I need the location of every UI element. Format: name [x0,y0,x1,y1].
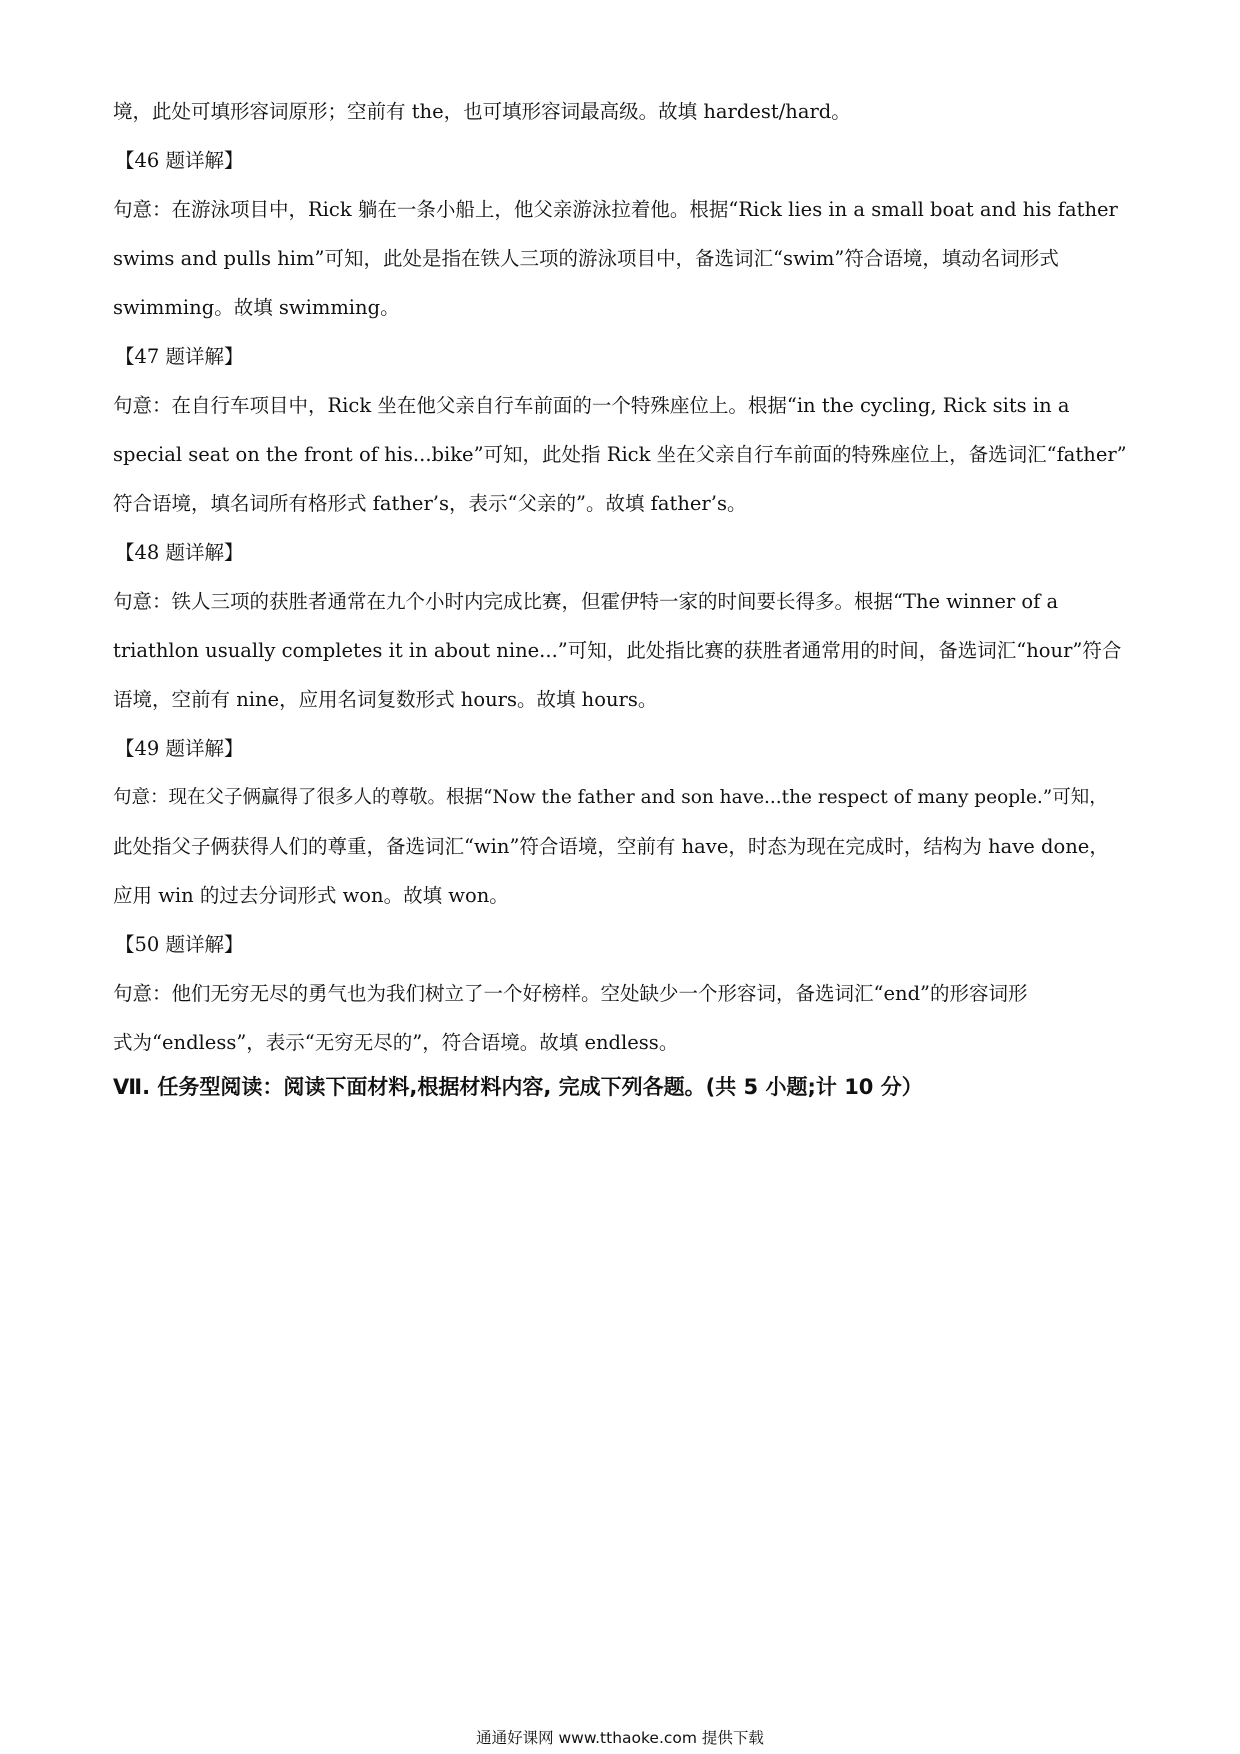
q49-heading: 【49 题详解】 [115,737,244,760]
q50-line-1: 句意：他们无穷无尽的勇气也为我们树立了一个好榜样。空处缺少一个形容词，备选词汇“end”的形容词形 [113,982,1028,1005]
q46-heading: 【46 题详解】 [115,149,244,172]
q46-line-1: 句意：在游泳项目中，Rick 躺在一条小船上，他父亲游泳拉着他。根据“Rick lies in a small boat and his father [113,198,1118,221]
intro-line: 境，此处可填形容词原形；空前有 the，也可填形容词最高级。故填 hardest/hard。 [113,100,851,123]
q48-line-2: triathlon usually completes it in about nine...”可知，此处指比赛的获胜者通常用的时间，备选词汇“hour”符合 [113,639,1122,662]
q50-line-2: 式为“endless”，表示“无穷无尽的”，符合语境。故填 endless。 [113,1031,679,1054]
document-body [113,100,1131,1100]
q48-line-1: 句意：铁人三项的获胜者通常在九个小时内完成比赛，但霍伊特一家的时间要长得多。根据“The winner of a [113,590,1059,613]
section-title: Ⅶ. 任务型阅读：阅读下面材料,根据材料内容, 完成下列各题。(共 5 小题;计 10 分） [113,1075,923,1099]
q47-line-1: 句意：在自行车项目中，Rick 坐在他父亲自行车前面的一个特殊座位上。根据“in the cycling, Rick sits in a [113,394,1070,417]
q46-line-2: swims and pulls him”可知，此处是指在铁人三项的游泳项目中，备选词汇“swim”符合语境，填动名词形式 [113,247,1059,270]
q48-line-3: 语境，空前有 nine，应用名词复数形式 hours。故填 hours。 [113,688,658,711]
q48-heading: 【48 题详解】 [115,541,244,564]
q49-line-1: 句意：现在父子俩赢得了很多人的尊敬。根据“Now the father and son have...the respect of many people.”可知， [113,787,1108,808]
q49-line-2: 此处指父子俩获得人们的尊重，备选词汇“win”符合语境，空前有 have，时态为现在完成时，结构为 have done， [113,835,1109,858]
q49-line-3: 应用 win 的过去分词形式 won。故填 won。 [113,884,509,907]
q50-heading: 【50 题详解】 [115,933,244,956]
q47-heading: 【47 题详解】 [115,345,244,368]
q47-line-2: special seat on the front of his...bike”可知，此处指 Rick 坐在父亲自行车前面的特殊座位上，备选词汇“father” [113,443,1127,466]
q47-line-3: 符合语境，填名词所有格形式 father’s，表示“父亲的”。故填 father’s。 [113,492,747,515]
q46-line-3: swimming。故填 swimming。 [113,296,400,319]
page-footer: 通通好课网 www.tthaoke.com 提供下载 [476,1729,764,1747]
